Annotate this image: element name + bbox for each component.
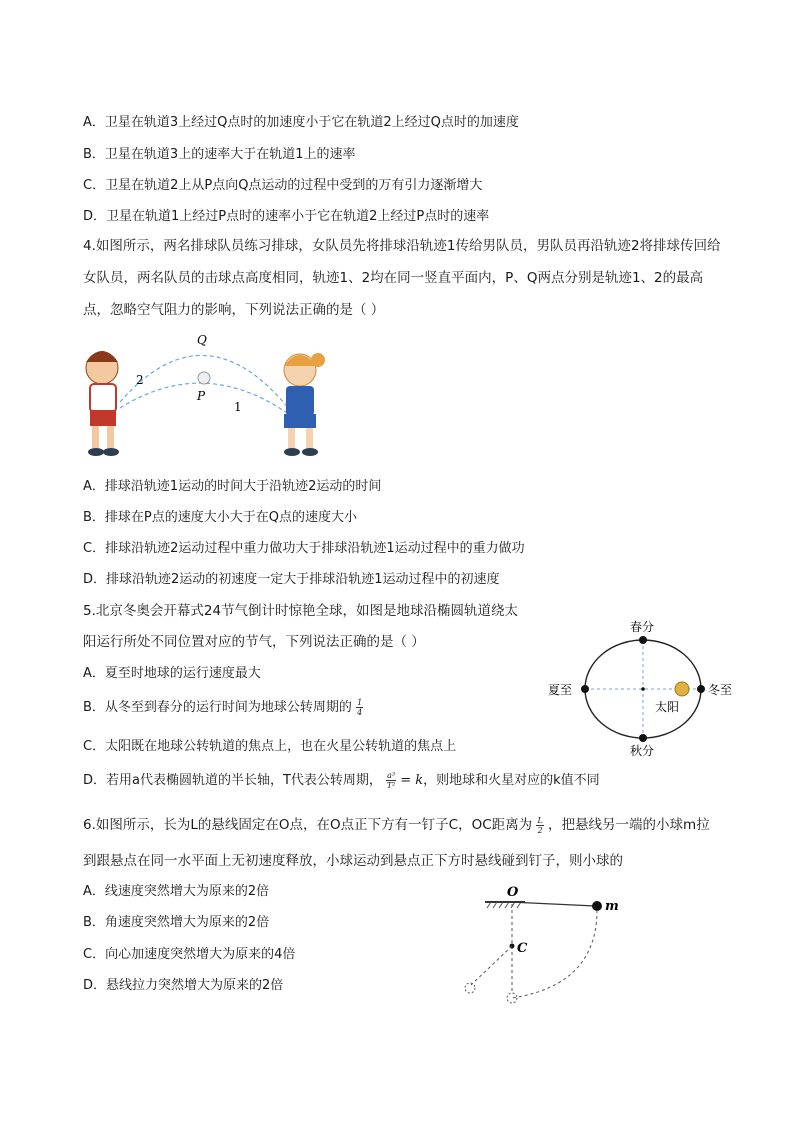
label-autumn: 秋分 [630, 744, 655, 758]
q5-fraction-quarter: $\frac{1}{4}$ [357, 698, 363, 717]
q6-option-b: B．角速度突然增大为原来的2倍 [83, 915, 270, 930]
q4-option-c: C．排球沿轨迹2运动过程中重力做功大于排球沿轨迹1运动过程中的重力做功 [83, 541, 525, 556]
label-winter: 冬至 [708, 683, 733, 697]
orbit-center [641, 687, 645, 691]
summer-solstice-point [581, 685, 589, 693]
sun-icon [675, 682, 689, 696]
girl-player-icon [284, 353, 325, 456]
q5-option-b [83, 698, 363, 718]
winter-solstice-point [697, 685, 705, 693]
q6-option-d: D．悬线拉力突然增大为原来的2倍 [83, 978, 284, 993]
boy-player-icon [86, 351, 119, 456]
q6-option-c: C．向心加速度突然增大为原来的4倍 [83, 947, 296, 962]
q4-option-d: D．排球沿轨迹2运动的初速度一定大于排球沿轨迹1运动过程中的初速度 [83, 572, 500, 587]
q5-option-b-text: B．从冬至到春分的运行时间为地球公转周期的 [83, 700, 352, 715]
q4-volleyball-figure [80, 330, 340, 465]
q6-stem-line1: 6.如图所示，长为L的悬线固定在O点，在O点正下方有一钉子C，OC距离为 $\frac{L}{2}$ ，把悬线另一端的小球m拉 [83, 815, 710, 835]
label-p: P [197, 389, 206, 403]
volleyball [198, 372, 210, 384]
q3-option-a: A．卫星在轨道3上经过Q点时的加速度小于它在轨道2上经过Q点时的加速度 [83, 115, 519, 130]
q5-stem-line1: 5.北京冬奥会开幕式24节气倒计时惊艳全球，如图是地球沿椭圆轨道绕太 [83, 603, 519, 619]
autumn-equinox-point [639, 734, 647, 742]
q4-stem: 4.如图所示，两名排球队员练习排球，女队员先将排球沿轨迹1传给男队员，男队员再沿轨迹2将排球传回给女队员，两名队员的击球点高度相同，轨迹1、2均在同一竖直平面内，P、Q两点分别是轨迹1、2的最高点，忽略空气阻力的影响，下列说法正确的是（ ） [83, 238, 721, 318]
q4-option-b: B．排球在P点的速度大小大于在Q点的速度大小 [83, 510, 357, 525]
spring-equinox-point [639, 636, 647, 644]
q6-option-a: A．线速度突然增大为原来的2倍 [83, 884, 270, 899]
q5-kepler-fraction: $\frac{\text{a³}}{\text{T²}}$ [386, 771, 396, 790]
q6-stem-line2: 到跟悬点在同一水平面上无初速度释放，小球运动到悬点正下方时悬线碰到钉子，则小球的 [83, 853, 623, 869]
ball-position-bottom [507, 993, 517, 1003]
q5-option-d: D．若用a代表椭圆轨道的半长轴，T代表公转周期， $\frac{\text{a³}}{\text{T²}}$ = k，则地球和火星对应的k值不同 [83, 771, 600, 790]
label-trajectory-1: 1 [234, 400, 242, 414]
q3-option-c: C．卫星在轨道2上从P点向Q点运动的过程中受到的万有引力逐渐增大 [83, 178, 483, 193]
q6-pendulum-figure [455, 880, 630, 1010]
label-summer: 夏至 [548, 683, 573, 697]
string-horizontal [510, 902, 595, 906]
q3-option-d: D．卫星在轨道1上经过P点时的速率小于它在轨道2上经过P点时的速率 [83, 209, 490, 224]
ball-m [592, 901, 602, 911]
ball-position-left [465, 983, 475, 993]
q6-fraction-half: $\frac{L}{2}$ [537, 815, 543, 835]
label-trajectory-2: 2 [136, 373, 144, 387]
label-c: C [517, 941, 528, 956]
q5-option-c: C．太阳既在地球公转轨道的焦点上，也在火星公转轨道的焦点上 [83, 739, 457, 754]
label-q: Q [197, 333, 207, 347]
q5-option-a: A．夏至时地球的运行速度最大 [83, 666, 261, 681]
label-o: O [507, 885, 519, 900]
label-sun: 太阳 [655, 700, 680, 714]
q3-option-b: B．卫星在轨道3上的速率大于在轨道1上的速率 [83, 147, 356, 162]
label-spring: 春分 [630, 620, 655, 634]
q4-option-a: A．排球沿轨迹1运动的时间大于沿轨迹2运动的时间 [83, 479, 382, 494]
q5-orbit-figure [540, 615, 750, 760]
q5-stem-line2: 阳运行所处不同位置对应的节气，下列说法正确的是（ ） [83, 634, 425, 650]
label-m: m [605, 899, 619, 914]
